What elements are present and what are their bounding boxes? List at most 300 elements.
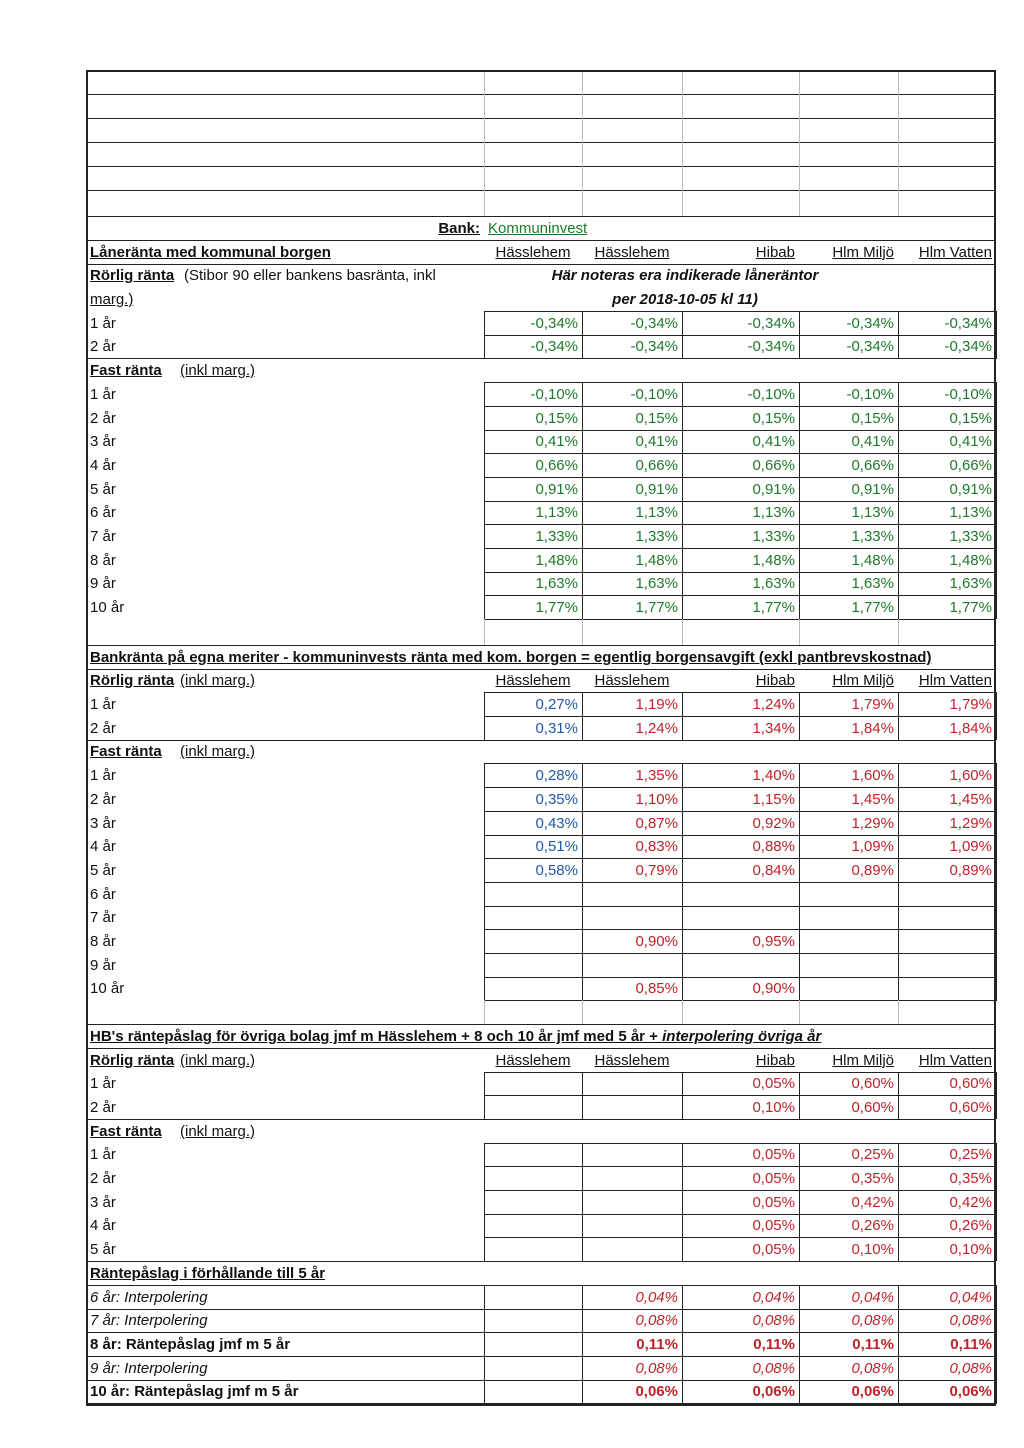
grid-line [996,1072,997,1096]
rate-value: 1,48% [851,552,894,569]
column-header: Hlm Vatten [918,244,992,261]
fixed-rate-note: (inkl marg.) [180,362,256,379]
column-header: Hässlehem [495,672,571,689]
grid-line [996,1166,997,1190]
grid-line [996,811,997,835]
grid-line [484,1095,996,1096]
grid-line [799,1190,800,1214]
rate-value: 0,84% [752,862,795,879]
grid-line [799,787,800,811]
grid-line [898,1072,899,1096]
grid-line [799,477,800,501]
term-label: 6 år: Interpolering [90,1289,208,1306]
grid-line [996,763,997,787]
grid-line [86,1048,996,1049]
column-header: Hibab [755,244,795,261]
rate-value: 0,89% [949,862,992,879]
grid-line [799,524,800,548]
grid-line [484,811,485,835]
grid-line [484,1000,996,1001]
grid-line [682,763,683,787]
grid-line [484,763,996,764]
variable-rate-note: marg.) [90,291,134,308]
grid-line [582,1237,583,1261]
grid-line [682,1190,683,1214]
rate-value: 1,84% [949,720,992,737]
grid-line [898,716,899,740]
rate-value: 0,88% [752,838,795,855]
grid-line [484,835,485,859]
grid-line [582,1285,583,1309]
grid-line [484,311,485,335]
rate-value: 0,42% [949,1194,992,1211]
rate-value: -0,10% [747,386,795,403]
rate-value: 0,08% [851,1312,894,1329]
grid-line [682,1000,683,1024]
grid-line [484,548,996,549]
grid-line [484,453,485,477]
grid-line [582,406,583,430]
grid-line [582,1214,583,1238]
term-label: 2 år [90,1170,116,1187]
grid-line [682,692,683,716]
grid-line [484,1237,996,1238]
grid-line [86,645,996,646]
grid-line [996,1356,997,1380]
grid-line [799,929,800,953]
grid-line [799,382,800,406]
grid-line [799,406,800,430]
rate-value: 1,45% [851,791,894,808]
grid-line [682,716,683,740]
grid-line [582,1356,583,1380]
rate-value: 0,91% [851,481,894,498]
rate-value: -0,34% [846,338,894,355]
rate-value: 0,95% [752,933,795,950]
grid-line [682,906,683,930]
grid-line [484,406,996,407]
grid-line [484,929,996,930]
grid-line [86,669,996,670]
grid-line [484,430,996,431]
grid-line [484,1356,485,1380]
term-label: 2 år [90,720,116,737]
rate-value: 1,77% [752,599,795,616]
grid-line [484,1166,485,1190]
grid-line [898,501,899,525]
grid-line [898,906,899,930]
grid-line [682,70,683,216]
rate-value: 0,25% [851,1146,894,1163]
grid-line [582,929,583,953]
grid-line [799,1285,800,1309]
grid-line [682,787,683,811]
term-label: 10 år [90,980,125,997]
column-header: Hlm Miljö [832,672,894,689]
term-label: 4 år [90,1217,116,1234]
grid-line [682,1214,683,1238]
grid-line [682,453,683,477]
rate-value: 0,11% [636,1336,678,1353]
grid-line [582,335,583,359]
grid-line [484,1166,996,1167]
grid-line [996,882,997,906]
term-label: 1 år [90,315,116,332]
term-label: 2 år [90,410,116,427]
rate-value: 1,33% [635,528,678,545]
fixed-rate-note: (inkl marg.) [180,743,256,760]
rate-value: 0,08% [752,1360,795,1377]
term-label: 6 år [90,504,116,521]
rate-value: 0,35% [851,1170,894,1187]
rate-value: 0,35% [535,791,578,808]
rate-value: 0,15% [635,410,678,427]
section-heading: Låneränta med kommunal borgen [90,244,331,261]
grid-line [86,1309,87,1333]
grid-line [898,1190,899,1214]
grid-line [682,311,683,335]
grid-line [484,311,996,312]
grid-line [484,1332,485,1356]
rate-value: 0,66% [851,457,894,474]
grid-line [799,1166,800,1190]
grid-line [484,787,485,811]
grid-line [898,763,899,787]
grid-line [996,1332,997,1356]
rate-value: 0,04% [752,1289,795,1306]
grid-line [86,118,996,119]
rate-value: 1,40% [752,767,795,784]
rate-value: 0,28% [535,767,578,784]
grid-line [996,311,997,335]
grid-line [682,335,683,359]
rate-value: 1,24% [635,720,678,737]
grid-line [682,1166,683,1190]
rate-value: 0,08% [851,1360,894,1377]
grid-line [996,430,997,454]
rate-value: 0,89% [851,862,894,879]
grid-line [898,1095,899,1119]
grid-line [898,477,899,501]
note-line: per 2018-10-05 kl 11) [612,291,758,308]
grid-line [484,619,996,620]
grid-line [582,311,583,335]
column-header: Hässlehem [495,1052,571,1069]
grid-line [898,406,899,430]
rate-value: 1,63% [635,575,678,592]
fixed-rate-title: Fast ränta [90,1123,162,1140]
grid-line [898,929,899,953]
grid-line [682,1143,683,1167]
rate-value: 1,48% [635,552,678,569]
rate-value: 0,15% [535,410,578,427]
grid-line [86,1332,87,1356]
grid-line [799,70,800,216]
grid-line [86,1356,996,1357]
rate-value: 1,13% [752,504,795,521]
grid-line [582,1190,583,1214]
term-label: 2 år [90,1099,116,1116]
rate-value: 0,90% [635,933,678,950]
rate-value: 0,41% [635,433,678,450]
grid-line [484,382,996,383]
rate-value: 1,84% [851,720,894,737]
grid-line [996,477,997,501]
section-heading [90,1029,821,1044]
rate-value: 0,79% [635,862,678,879]
grid-line [898,595,899,619]
rate-value: 0,06% [949,1383,992,1400]
grid-line [86,1380,996,1381]
grid-line [898,1332,899,1356]
term-label: 8 år: Räntepåslag jmf m 5 år [90,1336,291,1353]
rate-value: 0,11% [753,1336,795,1353]
grid-line [86,1403,996,1404]
term-label: 9 år [90,957,116,974]
grid-line [682,1237,683,1261]
rate-value: 0,41% [851,433,894,450]
rate-value: 0,41% [949,433,992,450]
grid-line [484,406,485,430]
rate-value: 1,09% [851,838,894,855]
grid-line [996,524,997,548]
grid-line [86,1309,996,1310]
term-label: 1 år [90,1075,116,1092]
grid-line [86,216,996,217]
rate-value: 0,92% [752,815,795,832]
term-label: 1 år [90,386,116,403]
grid-line [484,619,485,645]
rate-value: 1,77% [535,599,578,616]
rate-value: 1,13% [851,504,894,521]
grid-line [484,977,996,978]
bank-label: Bank: [438,220,480,237]
grid-line [86,1119,996,1120]
grid-line [996,1285,997,1309]
grid-line [799,906,800,930]
grid-line [799,692,800,716]
grid-line [898,1237,899,1261]
grid-line [799,1332,800,1356]
fixed-rate-title: Fast ränta [90,743,162,760]
column-header: Hlm Vatten [918,1052,992,1069]
rate-value: -0,10% [944,386,992,403]
term-label: 7 år [90,909,116,926]
grid-line [582,882,583,906]
column-header: Hibab [755,1052,795,1069]
grid-line [682,572,683,596]
grid-line [996,501,997,525]
grid-line [898,1166,899,1190]
rate-value: 0,90% [752,980,795,997]
grid-line [799,1072,800,1096]
grid-line [484,524,485,548]
grid-line [799,811,800,835]
grid-line [86,166,996,167]
rate-value: 0,05% [752,1217,795,1234]
rate-value: -0,34% [530,338,578,355]
rate-value: 1,77% [851,599,894,616]
grid-line [898,1309,899,1333]
variable-rate-note: (inkl marg.) [180,672,256,689]
grid-line [582,572,583,596]
rate-value: -0,34% [630,338,678,355]
grid-line [682,477,683,501]
rate-value: -0,34% [944,315,992,332]
rate-value: 0,08% [949,1360,992,1377]
term-label: 3 år [90,433,116,450]
grid-line [898,858,899,882]
grid-line [799,1095,800,1119]
grid-line [86,142,996,143]
grid-line [484,572,485,596]
grid-line [86,1356,87,1380]
grid-line [799,716,800,740]
rate-value: 1,79% [949,696,992,713]
grid-line [484,430,485,454]
relative-title: Räntepåslag i förhållande till 5 år [90,1265,326,1282]
grid-line [799,335,800,359]
grid-line [582,1072,583,1096]
grid-line [484,858,485,882]
grid-line [582,811,583,835]
grid-line [898,430,899,454]
grid-line [682,501,683,525]
grid-line [484,1072,996,1073]
grid-line [484,1095,485,1119]
grid-line [484,977,485,1001]
rate-value: 0,66% [752,457,795,474]
rate-value: 0,10% [949,1241,992,1258]
rate-value: 0,26% [851,1217,894,1234]
rate-value: 0,91% [535,481,578,498]
rate-value: 0,08% [752,1312,795,1329]
grid-line [898,787,899,811]
grid-line [582,858,583,882]
rate-value: 0,27% [535,696,578,713]
rate-value: 0,08% [635,1312,678,1329]
rate-value: 1,13% [635,504,678,521]
rate-value: -0,34% [747,338,795,355]
rate-value: 0,66% [535,457,578,474]
grid-line [484,501,996,502]
grid-line [484,595,485,619]
rate-value: 0,85% [635,980,678,997]
grid-line [682,1072,683,1096]
term-label: 1 år [90,767,116,784]
section-heading-part: interpolering övriga år [662,1028,822,1045]
grid-line [799,548,800,572]
term-label: 5 år [90,481,116,498]
grid-line [799,977,800,1001]
grid-line [582,763,583,787]
grid-line [484,906,996,907]
grid-line [86,1380,87,1404]
term-label: 1 år [90,696,116,713]
grid-line [898,1380,899,1404]
rate-value: 1,13% [949,504,992,521]
section-heading-part: HB's räntepåslag för övriga bolag jmf m Hässlehem + 8 och 10 år jmf med 5 år + [90,1028,663,1045]
grid-line [996,382,997,406]
grid-line [682,430,683,454]
term-label: 4 år [90,838,116,855]
grid-line [484,953,485,977]
rate-value: 0,04% [635,1289,678,1306]
grid-line [484,477,996,478]
grid-line [799,858,800,882]
grid-line [484,1190,996,1191]
term-label: 2 år [90,791,116,808]
grid-line [86,94,996,95]
rate-value: 0,91% [635,481,678,498]
grid-line [484,1285,485,1309]
rate-value: 1,10% [635,791,678,808]
grid-line [484,595,996,596]
grid-line [996,906,997,930]
rate-value: 0,41% [752,433,795,450]
fixed-rate-note: (inkl marg.) [180,1123,256,1140]
grid-line [582,70,583,216]
grid-line [484,1309,485,1333]
grid-line [682,1332,683,1356]
column-header: Hibab [755,672,795,689]
grid-line [799,430,800,454]
rate-value: 0,25% [949,1146,992,1163]
grid-line [682,953,683,977]
rate-value: 0,31% [535,720,578,737]
grid-line [682,1285,683,1309]
grid-line [582,1380,583,1404]
rate-value: 0,66% [949,457,992,474]
rate-value: 0,04% [949,1289,992,1306]
grid-line [898,572,899,596]
rate-value: 0,43% [535,815,578,832]
grid-line [86,1332,996,1333]
rate-value: 1,63% [535,575,578,592]
rate-value: 1,09% [949,838,992,855]
grid-line [484,477,485,501]
grid-line [582,1309,583,1333]
grid-line [799,882,800,906]
rate-value: 0,35% [949,1170,992,1187]
grid-line [484,763,485,787]
grid-line [996,977,997,1001]
term-label: 9 år: Interpolering [90,1360,208,1377]
grid-line [582,716,583,740]
grid-line [582,953,583,977]
rate-value: -0,34% [630,315,678,332]
grid-line [799,1214,800,1238]
grid-line [86,190,996,191]
grid-line [898,835,899,859]
rate-value: 0,58% [535,862,578,879]
grid-line [682,595,683,619]
rate-value: 1,34% [752,720,795,737]
grid-line [799,1237,800,1261]
grid-line [898,382,899,406]
grid-line [484,716,485,740]
grid-line [484,1214,996,1215]
rate-value: 0,15% [949,410,992,427]
grid-line [582,1332,583,1356]
grid-line [484,1190,485,1214]
grid-line [86,1285,87,1309]
grid-line [582,548,583,572]
rate-value: 1,60% [851,767,894,784]
grid-line [799,619,800,645]
rate-value: 1,77% [635,599,678,616]
rate-value: 0,60% [949,1075,992,1092]
